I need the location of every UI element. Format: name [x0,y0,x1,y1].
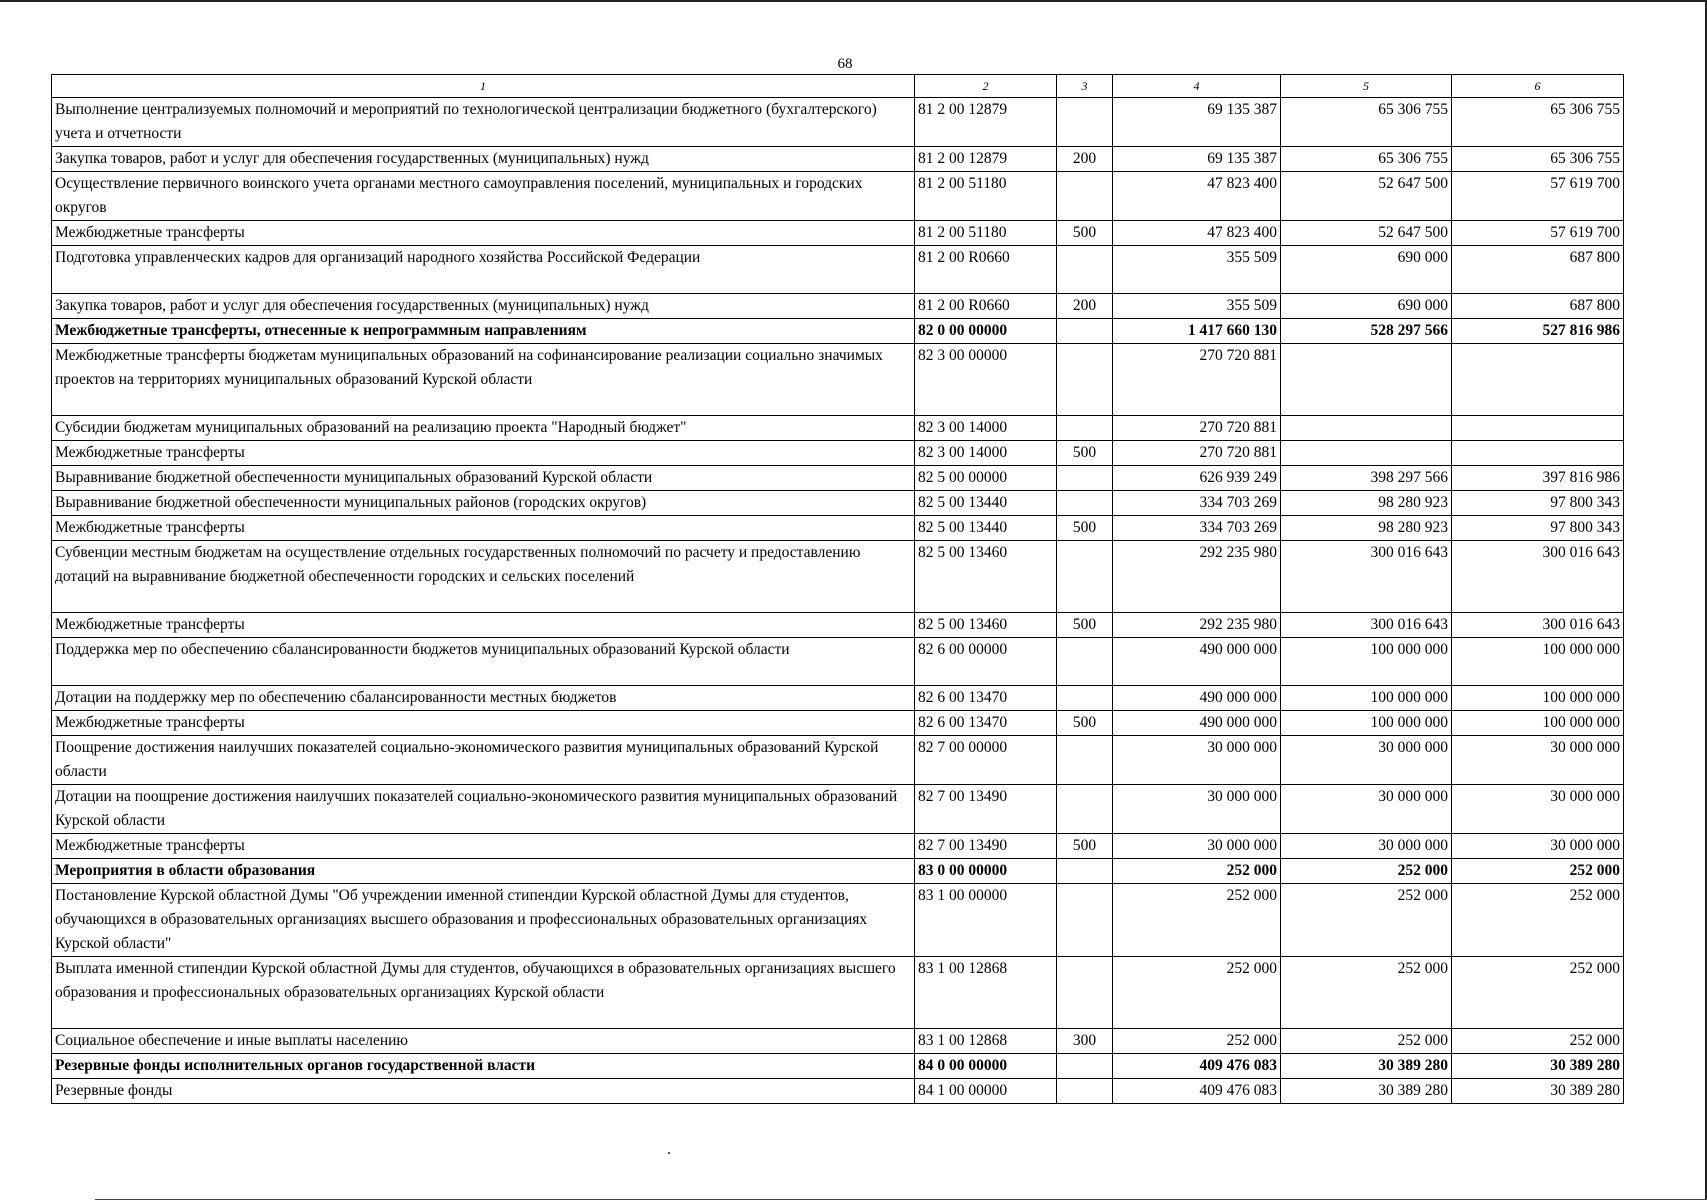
row-value-col5-cell: 100 000 000 [1281,686,1452,711]
scan-speck [668,1152,670,1154]
row-value-col4-cell: 47 823 400 [1113,221,1281,246]
table-row [52,246,1624,294]
row-expense-type-cell: 500 [1057,441,1113,466]
row-value-col6-cell: 57 619 700 [1452,172,1624,221]
table-row [52,686,1624,711]
row-code-cell: 82 5 00 00000 [915,466,1057,491]
row-expense-type-cell [1057,319,1113,344]
row-value-col6-cell [1452,441,1624,466]
row-code-cell: 83 0 00 00000 [915,859,1057,884]
row-expense-type-cell: 500 [1057,613,1113,638]
table-row [52,638,1624,686]
row-value-col4-cell: 626 939 249 [1113,466,1281,491]
row-expense-type-cell [1057,884,1113,957]
row-expense-type-cell [1057,736,1113,785]
row-value-col4-cell: 355 509 [1113,294,1281,319]
row-value-col5-cell: 300 016 643 [1281,541,1452,613]
table-row [52,221,1624,246]
table-row [52,957,1624,1029]
row-expense-type-cell [1057,1054,1113,1079]
row-value-col5-cell: 100 000 000 [1281,711,1452,736]
row-value-col5-cell: 98 280 923 [1281,516,1452,541]
row-expense-type-cell [1057,686,1113,711]
row-name-cell: Постановление Курской областной Думы "Об учреждении именной стипендии Курской областной Думы для студентов, обучающихся в образовательных организациях высшего образования и профессиональных образовательных организациях Курской области" [52,884,915,957]
header-col-4: 4 [1113,75,1281,98]
row-value-col5-cell: 690 000 [1281,294,1452,319]
row-value-col4-cell: 270 720 881 [1113,441,1281,466]
table-row [52,613,1624,638]
row-value-col4-cell: 30 000 000 [1113,736,1281,785]
row-value-col6-cell: 30 389 280 [1452,1079,1624,1104]
row-name-cell: Межбюджетные трансферты [52,613,915,638]
row-value-col4-cell: 30 000 000 [1113,834,1281,859]
row-value-col4-cell: 69 135 387 [1113,98,1281,147]
row-value-col6-cell: 527 816 986 [1452,319,1624,344]
table-row [52,516,1624,541]
row-value-col6-cell: 57 619 700 [1452,221,1624,246]
row-code-cell: 83 1 00 12868 [915,1029,1057,1054]
row-value-col5-cell: 252 000 [1281,859,1452,884]
row-value-col4-cell: 47 823 400 [1113,172,1281,221]
row-value-col4-cell: 252 000 [1113,859,1281,884]
row-value-col5-cell [1281,416,1452,441]
row-code-cell: 81 2 00 R0660 [915,294,1057,319]
row-value-col4-cell: 355 509 [1113,246,1281,294]
row-name-cell: Резервные фонды [52,1079,915,1104]
row-name-cell: Социальное обеспечение и иные выплаты населению [52,1029,915,1054]
row-name-cell: Подготовка управленческих кадров для организаций народного хозяйства Российской Федерации [52,246,915,294]
row-value-col5-cell: 52 647 500 [1281,221,1452,246]
row-name-cell: Межбюджетные трансферты, отнесенные к непрограммным направлениям [52,319,915,344]
scan-frame-top [0,0,1707,2]
budget-table [51,74,1624,1104]
row-code-cell: 82 0 00 00000 [915,319,1057,344]
row-value-col6-cell: 687 800 [1452,294,1624,319]
row-value-col4-cell: 30 000 000 [1113,785,1281,834]
row-value-col4-cell: 69 135 387 [1113,147,1281,172]
table-row [52,147,1624,172]
row-value-col6-cell: 100 000 000 [1452,711,1624,736]
row-value-col5-cell: 252 000 [1281,957,1452,1029]
table-row [52,172,1624,221]
row-name-cell: Выравнивание бюджетной обеспеченности муниципальных образований Курской области [52,466,915,491]
header-col-5: 5 [1281,75,1452,98]
row-value-col6-cell: 30 000 000 [1452,785,1624,834]
row-value-col4-cell: 409 476 083 [1113,1054,1281,1079]
row-value-col6-cell: 30 000 000 [1452,736,1624,785]
row-code-cell: 81 2 00 R0660 [915,246,1057,294]
table-row [52,541,1624,613]
row-value-col4-cell: 292 235 980 [1113,613,1281,638]
row-value-col4-cell: 409 476 083 [1113,1079,1281,1104]
table-row [52,98,1624,147]
row-value-col5-cell: 528 297 566 [1281,319,1452,344]
row-expense-type-cell [1057,466,1113,491]
row-expense-type-cell [1057,98,1113,147]
header-col-6: 6 [1452,75,1624,98]
row-code-cell: 82 6 00 00000 [915,638,1057,686]
header-row [52,75,1624,98]
row-code-cell: 84 0 00 00000 [915,1054,1057,1079]
row-code-cell: 82 6 00 13470 [915,711,1057,736]
row-value-col5-cell: 300 016 643 [1281,613,1452,638]
row-name-cell: Дотации на поощрение достижения наилучших показателей социально-экономического развития муниципальных образований Курской области [52,785,915,834]
row-expense-type-cell [1057,172,1113,221]
row-value-col4-cell: 252 000 [1113,957,1281,1029]
row-value-col5-cell: 52 647 500 [1281,172,1452,221]
row-value-col4-cell: 490 000 000 [1113,638,1281,686]
row-value-col6-cell: 100 000 000 [1452,638,1624,686]
row-value-col5-cell: 65 306 755 [1281,147,1452,172]
row-value-col4-cell: 1 417 660 130 [1113,319,1281,344]
row-name-cell: Дотации на поддержку мер по обеспечению сбалансированности местных бюджетов [52,686,915,711]
row-name-cell: Субвенции местным бюджетам на осуществление отдельных государственных полномочий по расчету и предоставлению дотаций на выравнивание бюджетной обеспеченности городских и сельских поселений [52,541,915,613]
row-code-cell: 84 1 00 00000 [915,1079,1057,1104]
row-value-col5-cell: 30 000 000 [1281,834,1452,859]
row-value-col5-cell: 98 280 923 [1281,491,1452,516]
row-value-col6-cell: 65 306 755 [1452,147,1624,172]
row-code-cell: 83 1 00 00000 [915,884,1057,957]
row-code-cell: 81 2 00 12879 [915,147,1057,172]
row-expense-type-cell [1057,1079,1113,1104]
row-name-cell: Выплата именной стипендии Курской областной Думы для студентов, обучающихся в образовательных организациях высшего образования и профессиональных образовательных организациях Курской области [52,957,915,1029]
table-row [52,834,1624,859]
table-row [52,884,1624,957]
row-value-col4-cell: 334 703 269 [1113,491,1281,516]
row-value-col6-cell: 252 000 [1452,859,1624,884]
row-value-col6-cell: 397 816 986 [1452,466,1624,491]
row-value-col6-cell [1452,344,1624,416]
row-expense-type-cell [1057,785,1113,834]
row-name-cell: Выполнение централизуемых полномочий и мероприятий по технологической централизации бюджетного (бухгалтерского) учета и отчетности [52,98,915,147]
table-row [52,466,1624,491]
table-row [52,859,1624,884]
row-name-cell: Межбюджетные трансферты [52,711,915,736]
table-row [52,1079,1624,1104]
row-value-col5-cell: 30 389 280 [1281,1079,1452,1104]
row-expense-type-cell [1057,416,1113,441]
row-name-cell: Осуществление первичного воинского учета органами местного самоуправления поселений, муниципальных и городских округов [52,172,915,221]
row-code-cell: 83 1 00 12868 [915,957,1057,1029]
row-value-col6-cell: 30 000 000 [1452,834,1624,859]
row-name-cell: Межбюджетные трансферты [52,221,915,246]
row-value-col6-cell: 252 000 [1452,957,1624,1029]
row-code-cell: 82 7 00 13490 [915,785,1057,834]
row-expense-type-cell [1057,246,1113,294]
row-code-cell: 82 5 00 13440 [915,516,1057,541]
row-expense-type-cell: 200 [1057,294,1113,319]
row-code-cell: 82 3 00 00000 [915,344,1057,416]
row-code-cell: 82 5 00 13440 [915,491,1057,516]
row-expense-type-cell: 500 [1057,221,1113,246]
row-name-cell: Межбюджетные трансферты бюджетам муниципальных образований на софинансирование реализации социально значимых проектов на территориях муниципальных образований Курской области [52,344,915,416]
row-value-col6-cell: 300 016 643 [1452,613,1624,638]
row-name-cell: Поддержка мер по обеспечению сбалансированности бюджетов муниципальных образований Курской области [52,638,915,686]
row-value-col4-cell: 252 000 [1113,1029,1281,1054]
table-body [52,98,1624,1104]
row-expense-type-cell: 500 [1057,834,1113,859]
row-code-cell: 82 7 00 00000 [915,736,1057,785]
row-value-col5-cell: 30 000 000 [1281,736,1452,785]
row-value-col5-cell: 100 000 000 [1281,638,1452,686]
row-value-col6-cell: 100 000 000 [1452,686,1624,711]
row-expense-type-cell [1057,541,1113,613]
table-row [52,1029,1624,1054]
row-name-cell: Выравнивание бюджетной обеспеченности муниципальных районов (городских округов) [52,491,915,516]
table-row [52,294,1624,319]
row-value-col6-cell: 252 000 [1452,884,1624,957]
row-value-col4-cell: 490 000 000 [1113,711,1281,736]
row-expense-type-cell [1057,957,1113,1029]
page-number: 68 [837,56,853,72]
table-row [52,319,1624,344]
table-row [52,785,1624,834]
header-col-3: 3 [1057,75,1113,98]
row-value-col5-cell: 252 000 [1281,884,1452,957]
row-value-col4-cell: 252 000 [1113,884,1281,957]
header-col-1: 1 [52,75,915,98]
row-value-col5-cell: 30 389 280 [1281,1054,1452,1079]
row-value-col6-cell [1452,416,1624,441]
row-expense-type-cell [1057,344,1113,416]
table-row [52,1054,1624,1079]
row-value-col6-cell: 300 016 643 [1452,541,1624,613]
row-code-cell: 82 3 00 14000 [915,441,1057,466]
row-name-cell: Межбюджетные трансферты [52,834,915,859]
row-value-col6-cell: 252 000 [1452,1029,1624,1054]
row-expense-type-cell: 500 [1057,711,1113,736]
row-name-cell: Поощрение достижения наилучших показателей социально-экономического развития муниципальных образований Курской области [52,736,915,785]
row-value-col6-cell: 30 389 280 [1452,1054,1624,1079]
row-expense-type-cell [1057,638,1113,686]
row-value-col4-cell: 270 720 881 [1113,344,1281,416]
row-value-col5-cell: 398 297 566 [1281,466,1452,491]
table-row [52,441,1624,466]
row-value-col4-cell: 270 720 881 [1113,416,1281,441]
row-code-cell: 82 5 00 13460 [915,541,1057,613]
row-expense-type-cell: 500 [1057,516,1113,541]
table-row [52,736,1624,785]
row-code-cell: 81 2 00 12879 [915,98,1057,147]
row-expense-type-cell [1057,859,1113,884]
row-value-col5-cell [1281,441,1452,466]
row-value-col5-cell: 690 000 [1281,246,1452,294]
row-code-cell: 81 2 00 51180 [915,221,1057,246]
row-value-col4-cell: 334 703 269 [1113,516,1281,541]
table-row [52,711,1624,736]
row-value-col4-cell: 292 235 980 [1113,541,1281,613]
row-name-cell: Субсидии бюджетам муниципальных образований на реализацию проекта "Народный бюджет" [52,416,915,441]
row-expense-type-cell [1057,491,1113,516]
row-name-cell: Мероприятия в области образования [52,859,915,884]
table-row [52,491,1624,516]
row-code-cell: 82 6 00 13470 [915,686,1057,711]
row-value-col6-cell: 97 800 343 [1452,491,1624,516]
row-value-col6-cell: 687 800 [1452,246,1624,294]
row-expense-type-cell: 300 [1057,1029,1113,1054]
row-code-cell: 82 7 00 13490 [915,834,1057,859]
row-name-cell: Закупка товаров, работ и услуг для обеспечения государственных (муниципальных) нужд [52,294,915,319]
row-value-col6-cell: 97 800 343 [1452,516,1624,541]
row-name-cell: Закупка товаров, работ и услуг для обеспечения государственных (муниципальных) нужд [52,147,915,172]
row-value-col5-cell: 252 000 [1281,1029,1452,1054]
row-value-col4-cell: 490 000 000 [1113,686,1281,711]
table-header [52,75,1624,98]
row-name-cell: Межбюджетные трансферты [52,516,915,541]
header-col-2: 2 [915,75,1057,98]
row-name-cell: Межбюджетные трансферты [52,441,915,466]
row-value-col5-cell: 65 306 755 [1281,98,1452,147]
row-code-cell: 82 3 00 14000 [915,416,1057,441]
table-row [52,416,1624,441]
row-value-col5-cell [1281,344,1452,416]
row-expense-type-cell: 200 [1057,147,1113,172]
row-value-col6-cell: 65 306 755 [1452,98,1624,147]
row-code-cell: 82 5 00 13460 [915,613,1057,638]
table-row [52,344,1624,416]
row-code-cell: 81 2 00 51180 [915,172,1057,221]
row-name-cell: Резервные фонды исполнительных органов государственной власти [52,1054,915,1079]
row-value-col5-cell: 30 000 000 [1281,785,1452,834]
